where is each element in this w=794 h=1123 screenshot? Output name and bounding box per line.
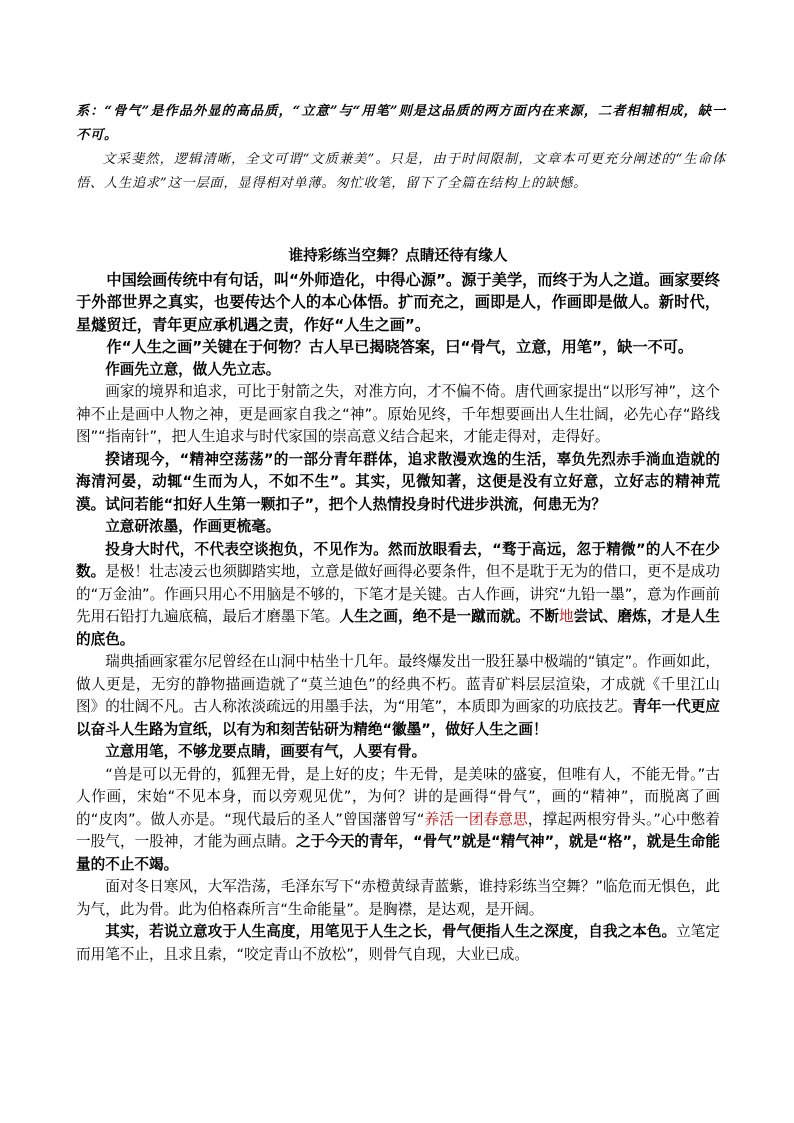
essay-paragraph-5 [76, 449, 720, 517]
essay-paragraph-10 [76, 764, 720, 877]
essay-title: 谁持彩练当空舞？点睛还待有缘人 [288, 247, 508, 264]
essay-paragraph-2: 作“人生之画”关键在于何物？古人早已揭晓答案，曰“骨气，立意，用笔”，缺一不可。 [106, 338, 694, 356]
essay-paragraph-12-bold: 其实，若说立意攻于人生高度，用笔见于人生之长，骨气便指人生之深度，自我之本色。 [105, 923, 677, 940]
essay-paragraph-8 [76, 651, 720, 741]
essay-paragraph-12-body: 立笔定而用笔不止，且求且索，“咬定青山不放松”，则骨气自现，大业已成。 [76, 923, 720, 963]
essay-paragraph-1: 中国绘画传统中有句话，叫“外师造化，中得心源”。源于美学，而终于为人之道。画家要终于外部世界之真实，也要传达个人的本心体悟。扩而充之，画即是人，作画即是做人。新时代，星燧贸迁，青年更应承机遇之责，作好“人生之画”。 [76, 270, 720, 334]
essay-paragraph-7 [76, 539, 720, 652]
commentary-paragraph-2: 文采斐然，逻辑清晰，全文可谓“文质兼美”。只是，由于时间限制，文章本可更充分阐述的“生命体悟、人生追求”这一层面，显得相对单薄。匆忙收笔，留下了全篇在结构上的缺憾。 [76, 152, 726, 191]
essay-paragraph-7-tail-red: 地 [559, 608, 574, 625]
essay-paragraph-7-lead: 投身大时代，不代表空谈抱负，不见作为。然而放眼看去，“骛于高远，忽于精微”的人不在少数。 [76, 540, 720, 580]
essay-subheading-1: 作画先立意，做人先立志。 [105, 360, 281, 378]
commentary-section [76, 100, 726, 196]
essay-paragraph-10-bold: 之于今天的青年，“骨气”就是“精气神”，就是“格”，就是生命能量的不止不竭。 [76, 833, 720, 873]
essay-paragraph-8-bold: 青年一代更应以奋斗人生路为宣纸，以有为和刻苦钻研为精绝“徽墨”，做好人生之画！ [76, 698, 720, 738]
essay-paragraph-7-tail-b: 尝试、磨炼，才是人生的底色。 [76, 608, 720, 648]
essay-subheading-2: 立意研浓墨，作画更梳毫。 [105, 518, 281, 535]
essay-subheading-3: 立意用笔，不够龙要点睛，画要有气，人要有骨。 [105, 743, 427, 760]
essay-paragraph-10-body-a: “兽是可以无骨的，狐狸无骨，是上好的皮；牛无骨，是美味的盛宴，但唯有人，不能无骨。”古人作画，宋始“不见本身，而以旁观见优”，为何？讲的是画得“骨气”，画的“精神”，而脱离了画的“皮肉”。做人亦是。“现代最后的圣人”曾国藩曾写“ [76, 765, 720, 828]
essay-paragraph-10-red: 养活一团春意思 [424, 810, 528, 828]
essay-paragraph-5-text: 揆诸现今，“精神空荡荡”的一部分青年群体，追求散漫欢逸的生活，辜负先烈赤手淌血造就的海清河晏，动辄“生而为人，不如不生”。其实，见微知著，这便是没有立好意，立好志的精神荒漠。试问若能“扣好人生第一颗扣子”，把个人热情投身时代进步洪流，何患无为？ [76, 450, 720, 513]
essay-paragraph-10-body-b: ，撑起两根穷骨头。”心中憋着一股气，一股神，才能为画点睛。 [76, 810, 720, 850]
essay-paragraph-8-body: 瑞典插画家霍尔尼曾经在山洞中枯坐十几年。最终爆发出一股狂暴中极端的“镇定”。作画如此，做人更是，无穷的静物描画造就了“莫兰迪色”的经典不朽。蓝青矿料层层渲染，才成就《千里江山图》的壮阔不凡。古人称浓淡疏远的用墨手法，为“用笔”，本质即为画家的功底技艺。 [76, 653, 720, 715]
essay-paragraph-7-body: 是极！壮志凌云也须脚踏实地，立意是做好画得必要条件，但不是耽于无为的借口，更不是成功的“万金油”。作画只用心不用脑是不够的，下笔才是关键。古人作画，讲究“九铅一墨”，意为作画前先用石铅打九遍底稿，最后才磨墨下笔。 [76, 563, 720, 625]
essay-paragraph-7-tail-a: 人生之画，绝不是一蹴而就。不断 [339, 608, 559, 625]
essay-section [76, 245, 720, 966]
essay-paragraph-12 [76, 921, 720, 966]
essay-paragraph-4: 画家的境界和追求，可比于射箭之失，对准方向，才不偏不倚。唐代画家提出“以形写神”，这个神不止是画中人物之神，更是画家自我之“神”。原始见终，千年想要画出人生壮阔，必先心存“路线图”“指南针”，把人生追求与时代家国的崇高意义结合起来，才能走得对，走得好。 [76, 383, 720, 445]
essay-paragraph-11: 面对冬日寒风，大军浩荡，毛泽东写下“赤橙黄绿青蓝紫，谁持彩练当空舞？”临危而无惧色，此为气，此为骨。此为伯格森所言“生命能量”。是胸襟，是达观，是开阔。 [76, 878, 720, 918]
commentary-paragraph-1: 系：“骨气”是作品外显的高品质，“立意”与“用笔”则是这品质的两方面内在来源，二者相辅相成，缺一不可。 [76, 104, 726, 143]
